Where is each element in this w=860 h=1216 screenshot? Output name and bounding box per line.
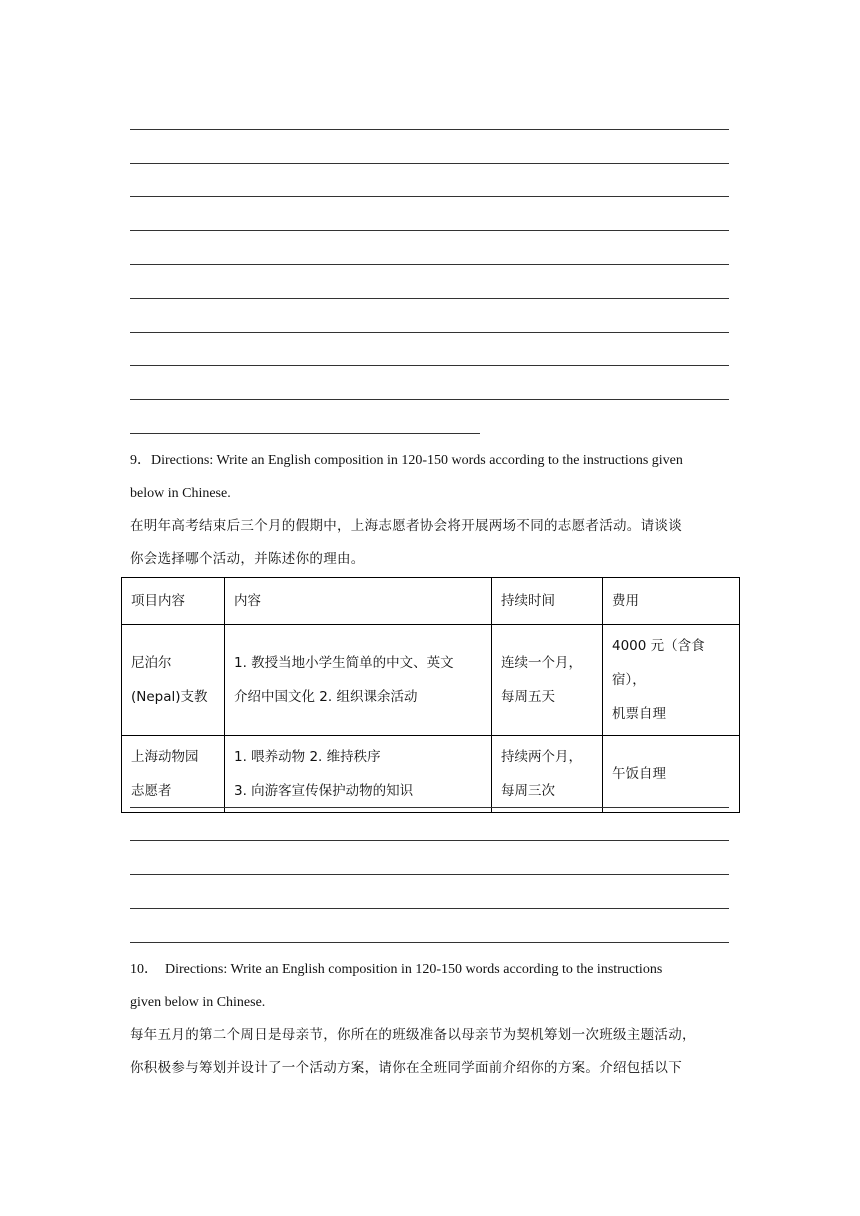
activity-table bbox=[121, 577, 740, 813]
cell-line: 1. 教授当地小学生简单的中文、英文 bbox=[234, 655, 454, 671]
cell-line: 1. 喂养动物 2. 维持秩序 bbox=[234, 749, 381, 765]
answer-line bbox=[130, 807, 729, 808]
q9-directions bbox=[130, 444, 735, 510]
cell-line: 上海动物园 bbox=[131, 749, 199, 765]
q10-number: 10． bbox=[130, 962, 158, 977]
cell-line: 介绍中国文化 2. 组织课余活动 bbox=[234, 689, 418, 705]
answer-line bbox=[130, 399, 729, 400]
answer-line bbox=[130, 230, 729, 231]
cell-line: 午饭自理 bbox=[612, 766, 666, 782]
answer-line bbox=[130, 942, 729, 943]
cell-line: 每周三次 bbox=[501, 783, 555, 799]
table-cell-duration bbox=[492, 736, 603, 813]
answer-line bbox=[130, 908, 729, 909]
q9-prompt-line1: 在明年高考结束后三个月的假期中，上海志愿者协会将开展两场不同的志愿者活动。请谈谈 bbox=[130, 518, 682, 534]
table-row bbox=[122, 736, 740, 813]
table-header-cell: 持续时间 bbox=[492, 578, 603, 625]
q10-prompt-line2: 你积极参与筹划并设计了一个活动方案，请你在全班同学面前介绍你的方案。介绍包括以下 bbox=[130, 1060, 682, 1076]
answer-line bbox=[130, 433, 480, 434]
q10-prompt-line1: 每年五月的第二个周日是母亲节，你所在的班级准备以母亲节为契机筹划一次班级主题活动， bbox=[130, 1027, 696, 1043]
q9-directions-line2: below in Chinese. bbox=[130, 486, 231, 501]
table-header-cell: 费用 bbox=[603, 578, 740, 625]
q9-prompt-line2: 你会选择哪个活动，并陈述你的理由。 bbox=[130, 551, 365, 567]
q10-directions bbox=[130, 953, 735, 1019]
cell-line: 每周五天 bbox=[501, 689, 555, 705]
q9-number: 9． bbox=[130, 453, 151, 468]
q10-directions-line1: Directions: Write an English composition in 120-150 words according to the instructions bbox=[165, 962, 663, 977]
answer-line bbox=[130, 365, 729, 366]
cell-line: 4000 元（含食宿）， bbox=[612, 638, 705, 688]
cell-line: 连续一个月， bbox=[501, 655, 582, 671]
table-header-row bbox=[122, 578, 740, 625]
table-cell-project bbox=[122, 625, 225, 736]
cell-line: 持续两个月， bbox=[501, 749, 582, 765]
cell-line: 尼泊尔 bbox=[131, 655, 172, 671]
table-header-cell: 项目内容 bbox=[122, 578, 225, 625]
cell-line: (Nepal)支教 bbox=[131, 689, 208, 705]
cell-line: 机票自理 bbox=[612, 706, 666, 722]
q9-prompt bbox=[130, 510, 735, 576]
cell-line: 3. 向游客宣传保护动物的知识 bbox=[234, 783, 414, 799]
cell-line: 志愿者 bbox=[131, 783, 172, 799]
answer-line bbox=[130, 196, 729, 197]
table-cell-content bbox=[225, 736, 492, 813]
table-cell-project bbox=[122, 736, 225, 813]
q10-prompt bbox=[130, 1019, 735, 1085]
table-cell-cost bbox=[603, 625, 740, 736]
answer-line bbox=[130, 163, 729, 164]
table-row bbox=[122, 625, 740, 736]
answer-line bbox=[130, 840, 729, 841]
table-cell-duration bbox=[492, 625, 603, 736]
answer-line bbox=[130, 874, 729, 875]
answer-line bbox=[130, 129, 729, 130]
table-cell-cost bbox=[603, 736, 740, 813]
answer-line bbox=[130, 264, 729, 265]
answer-line bbox=[130, 332, 729, 333]
answer-line bbox=[130, 298, 729, 299]
q10-directions-line2: given below in Chinese. bbox=[130, 995, 266, 1010]
table-cell-content bbox=[225, 625, 492, 736]
q9-directions-line1: Directions: Write an English composition in 120-150 words according to the instructions given bbox=[151, 453, 683, 468]
table-header-cell: 内容 bbox=[225, 578, 492, 625]
